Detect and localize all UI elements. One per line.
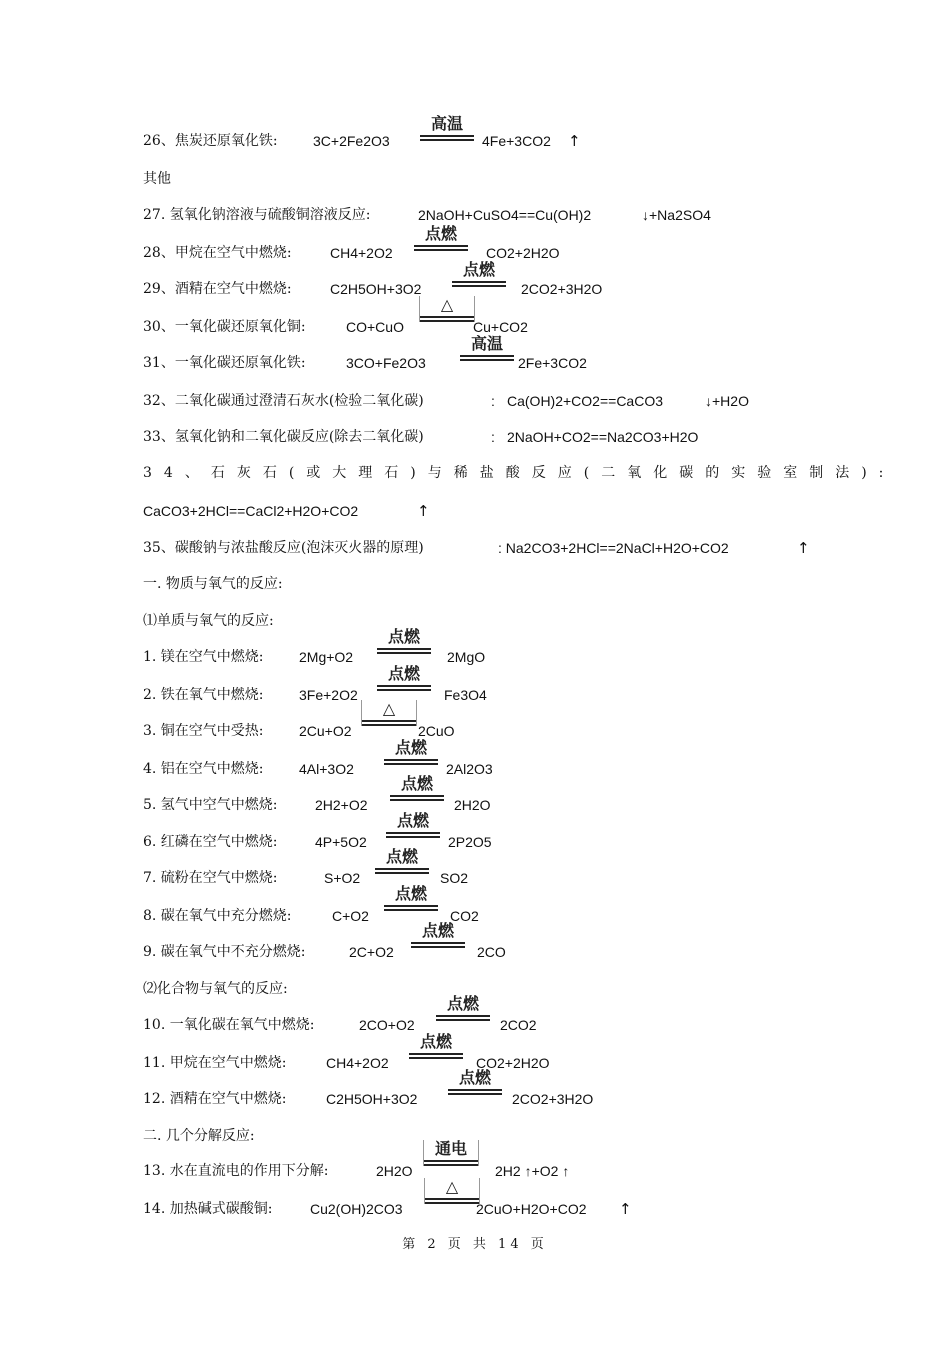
reaction-label: ⑴单质与氧气的反应: <box>143 613 274 629</box>
condition-label: △ <box>440 295 454 314</box>
condition-label: 点燃 <box>421 921 454 940</box>
text-line <box>0 794 950 816</box>
equation-text: 2CO <box>477 944 506 960</box>
equation-text: CO2+2H2O <box>476 1055 550 1071</box>
double-bar-sign <box>452 281 506 287</box>
reaction-condition <box>414 225 468 251</box>
equation-text: 3CO+Fe2O3 <box>346 355 426 371</box>
reaction-condition <box>377 628 431 654</box>
equation-text: CH4+2O2 <box>326 1055 389 1071</box>
reaction-condition <box>390 775 444 801</box>
equation-text: 2NaOH+CO2==Na2CO3+H2O <box>507 429 699 445</box>
equation-text: CaCO3+2HCl==CaCl2+H2O+CO2 <box>143 503 359 519</box>
text-line <box>0 500 950 522</box>
reaction-label: 2. 铁在氧气中燃烧: <box>143 687 264 703</box>
equation-text: CO+CuO <box>346 319 404 335</box>
reaction-label: 6. 红磷在空气中燃烧: <box>143 834 278 850</box>
equation-text: Ca(OH)2+CO2==CaCO3 <box>507 393 664 409</box>
equation-text: 2Mg+O2 <box>299 649 354 665</box>
double-bar-sign <box>384 759 438 765</box>
equation-text: 2C+O2 <box>349 944 394 960</box>
reaction-condition <box>423 1140 479 1166</box>
gas-arrow: ↑ <box>619 1200 632 1218</box>
equation-text: 2H2O <box>376 1163 413 1179</box>
equation-text: SO2 <box>440 870 469 886</box>
reaction-label: 33、氢氧化钠和二氧化碳反应(除去二氧化碳) <box>143 429 424 445</box>
equation-text: 2CuO+H2O+CO2 <box>476 1201 587 1217</box>
reaction-label: 13. 水在直流电的作用下分解: <box>143 1163 329 1179</box>
reaction-label: 29、酒精在空气中燃烧: <box>143 281 292 297</box>
double-bar-sign <box>377 685 431 691</box>
equation-text: 2H2O <box>454 797 491 813</box>
double-bar-sign <box>377 648 431 654</box>
text-line <box>0 831 950 853</box>
reaction-condition <box>424 1178 480 1204</box>
reaction-label: 3. 铜在空气中受热: <box>143 723 264 739</box>
condition-label: 点燃 <box>458 1068 491 1087</box>
text-line <box>0 537 950 559</box>
equation-text: 2H2+O2 <box>315 797 368 813</box>
reaction-label: 34、石灰石(或大理石)与稀盐酸反应(二氧化碳的实验室制法): <box>143 465 896 481</box>
double-bar-sign <box>448 1089 502 1095</box>
equation-text: 2CuO <box>418 723 455 739</box>
reaction-label: 5. 氢气中空气中燃烧: <box>143 797 278 813</box>
text-line <box>0 684 950 706</box>
reaction-label: 26、焦炭还原氧化铁: <box>143 133 278 149</box>
reaction-condition <box>377 665 431 691</box>
equation-text: 4Fe+3CO2 <box>482 133 551 149</box>
reaction-label: 二. 几个分解反应: <box>143 1128 255 1144</box>
text-line <box>0 610 950 632</box>
equation-text: : <box>491 393 495 409</box>
gas-arrow: ↑ <box>568 132 581 150</box>
text-line <box>0 758 950 780</box>
double-bar-sign <box>362 720 416 726</box>
reaction-label: 一. 物质与氧气的反应: <box>143 576 283 592</box>
text-line <box>0 168 950 190</box>
reaction-condition <box>409 1033 463 1059</box>
equation-text: ↓+H2O <box>705 393 749 409</box>
equation-text: 2NaOH+CuSO4==Cu(OH)2 <box>418 207 592 223</box>
condition-label: 点燃 <box>387 664 420 683</box>
condition-label: 点燃 <box>462 260 495 279</box>
condition-label: 高温 <box>430 114 463 133</box>
reaction-label: 9. 碳在氧气中不充分燃烧: <box>143 944 306 960</box>
double-bar-sign <box>390 795 444 801</box>
double-bar-sign <box>420 135 474 141</box>
condition-label: 点燃 <box>446 994 479 1013</box>
text-line <box>0 390 950 412</box>
equation-text: 2Al2O3 <box>446 761 493 777</box>
equation-text: 2P2O5 <box>448 834 492 850</box>
reaction-label: 8. 碳在氧气中充分燃烧: <box>143 908 292 924</box>
double-bar-sign <box>409 1053 463 1059</box>
reaction-condition <box>419 296 475 322</box>
reaction-label: 11. 甲烷在空气中燃烧: <box>143 1055 287 1071</box>
reaction-condition <box>384 739 438 765</box>
double-bar-sign <box>460 355 514 361</box>
double-bar-sign <box>425 1198 479 1204</box>
condition-label: 点燃 <box>424 224 457 243</box>
gas-arrow: ↑ <box>797 539 810 557</box>
reaction-condition <box>384 885 438 911</box>
reaction-condition <box>452 261 506 287</box>
equation-text: 4P+5O2 <box>315 834 367 850</box>
double-bar-sign <box>424 1160 478 1166</box>
reaction-label: 30、一氧化碳还原氧化铜: <box>143 319 306 335</box>
reaction-label: ⑵化合物与氧气的反应: <box>143 981 288 997</box>
double-bar-sign <box>414 245 468 251</box>
double-bar-sign <box>436 1015 490 1021</box>
double-bar-sign <box>375 868 429 874</box>
reaction-condition <box>460 335 514 361</box>
reaction-condition <box>420 115 474 141</box>
equation-text: 3Fe+2O2 <box>299 687 358 703</box>
equation-text: CH4+2O2 <box>330 245 393 261</box>
condition-label: 点燃 <box>419 1032 452 1051</box>
equation-text: C+O2 <box>332 908 369 924</box>
reaction-label: 其他 <box>143 171 171 187</box>
text-line <box>0 867 950 889</box>
reaction-condition <box>411 922 465 948</box>
equation-text: : Na2CO3+2HCl==2NaCl+H2O+CO2 <box>498 540 729 556</box>
equation-text: 2CO2+3H2O <box>521 281 603 297</box>
reaction-label: 32、二氧化碳通过澄清石灰水(检验二氧化碳) <box>143 393 424 409</box>
text-line <box>0 130 950 152</box>
reaction-label: 10. 一氧化碳在氧气中燃烧: <box>143 1017 315 1033</box>
reaction-condition <box>375 848 429 874</box>
condition-label: △ <box>445 1177 459 1196</box>
reaction-label: 1. 镁在空气中燃烧: <box>143 649 264 665</box>
text-line <box>0 462 950 484</box>
equation-text: 2H2 ↑+O2 ↑ <box>495 1163 570 1179</box>
equation-text: C2H5OH+3O2 <box>326 1091 418 1107</box>
condition-label: 点燃 <box>394 884 427 903</box>
equation-text: Fe3O4 <box>444 687 487 703</box>
reaction-condition <box>386 812 440 838</box>
equation-text: CO2 <box>450 908 479 924</box>
equation-text: 2CO+O2 <box>359 1017 415 1033</box>
equation-text: 4Al+3O2 <box>299 761 354 777</box>
text-line <box>0 905 950 927</box>
condition-label: △ <box>382 699 396 718</box>
text-line <box>0 573 950 595</box>
equation-text: 2MgO <box>447 649 486 665</box>
equation-text: Cu2(OH)2CO3 <box>310 1201 403 1217</box>
text-line <box>0 646 950 668</box>
equation-text: 3C+2Fe2O3 <box>313 133 390 149</box>
reaction-condition <box>361 700 417 726</box>
condition-label: 点燃 <box>394 738 427 757</box>
page-footer: 第 2 页 共 14 页 <box>402 1237 548 1252</box>
condition-label: 点燃 <box>396 811 429 830</box>
text-line <box>0 720 950 742</box>
equation-text: Cu+CO2 <box>473 319 528 335</box>
reaction-label: 31、一氧化碳还原氧化铁: <box>143 355 306 371</box>
text-line <box>0 204 950 226</box>
reaction-label: 7. 硫粉在空气中燃烧: <box>143 870 278 886</box>
double-bar-sign <box>420 316 474 322</box>
equation-text: 2Fe+3CO2 <box>518 355 587 371</box>
double-bar-sign <box>386 832 440 838</box>
equation-text: S+O2 <box>324 870 361 886</box>
condition-label: 点燃 <box>385 847 418 866</box>
double-bar-sign <box>411 942 465 948</box>
equation-text: C2H5OH+3O2 <box>330 281 422 297</box>
text-line <box>0 941 950 963</box>
condition-label: 通电 <box>434 1139 467 1158</box>
reaction-label: 14. 加热碱式碳酸铜: <box>143 1201 273 1217</box>
equation-text: 2Cu+O2 <box>299 723 352 739</box>
condition-label: 点燃 <box>387 627 420 646</box>
text-line <box>0 426 950 448</box>
equation-text: CO2+2H2O <box>486 245 560 261</box>
reaction-label: 35、碳酸钠与浓盐酸反应(泡沫灭火器的原理) <box>143 540 424 556</box>
gas-arrow: ↑ <box>417 502 430 520</box>
reaction-label: 12. 酒精在空气中燃烧: <box>143 1091 287 1107</box>
reaction-condition <box>436 995 490 1021</box>
condition-label: 高温 <box>470 334 503 353</box>
reaction-label: 4. 铝在空气中燃烧: <box>143 761 264 777</box>
equation-text: : <box>491 429 495 445</box>
equation-text: ↓+Na2SO4 <box>642 207 711 223</box>
condition-label: 点燃 <box>400 774 433 793</box>
reaction-label: 27. 氢氧化钠溶液与硫酸铜溶液反应: <box>143 207 371 223</box>
double-bar-sign <box>384 905 438 911</box>
equation-text: 2CO2+3H2O <box>512 1091 594 1107</box>
reaction-condition <box>448 1069 502 1095</box>
reaction-label: 28、甲烷在空气中燃烧: <box>143 245 292 261</box>
equation-text: 2CO2 <box>500 1017 537 1033</box>
